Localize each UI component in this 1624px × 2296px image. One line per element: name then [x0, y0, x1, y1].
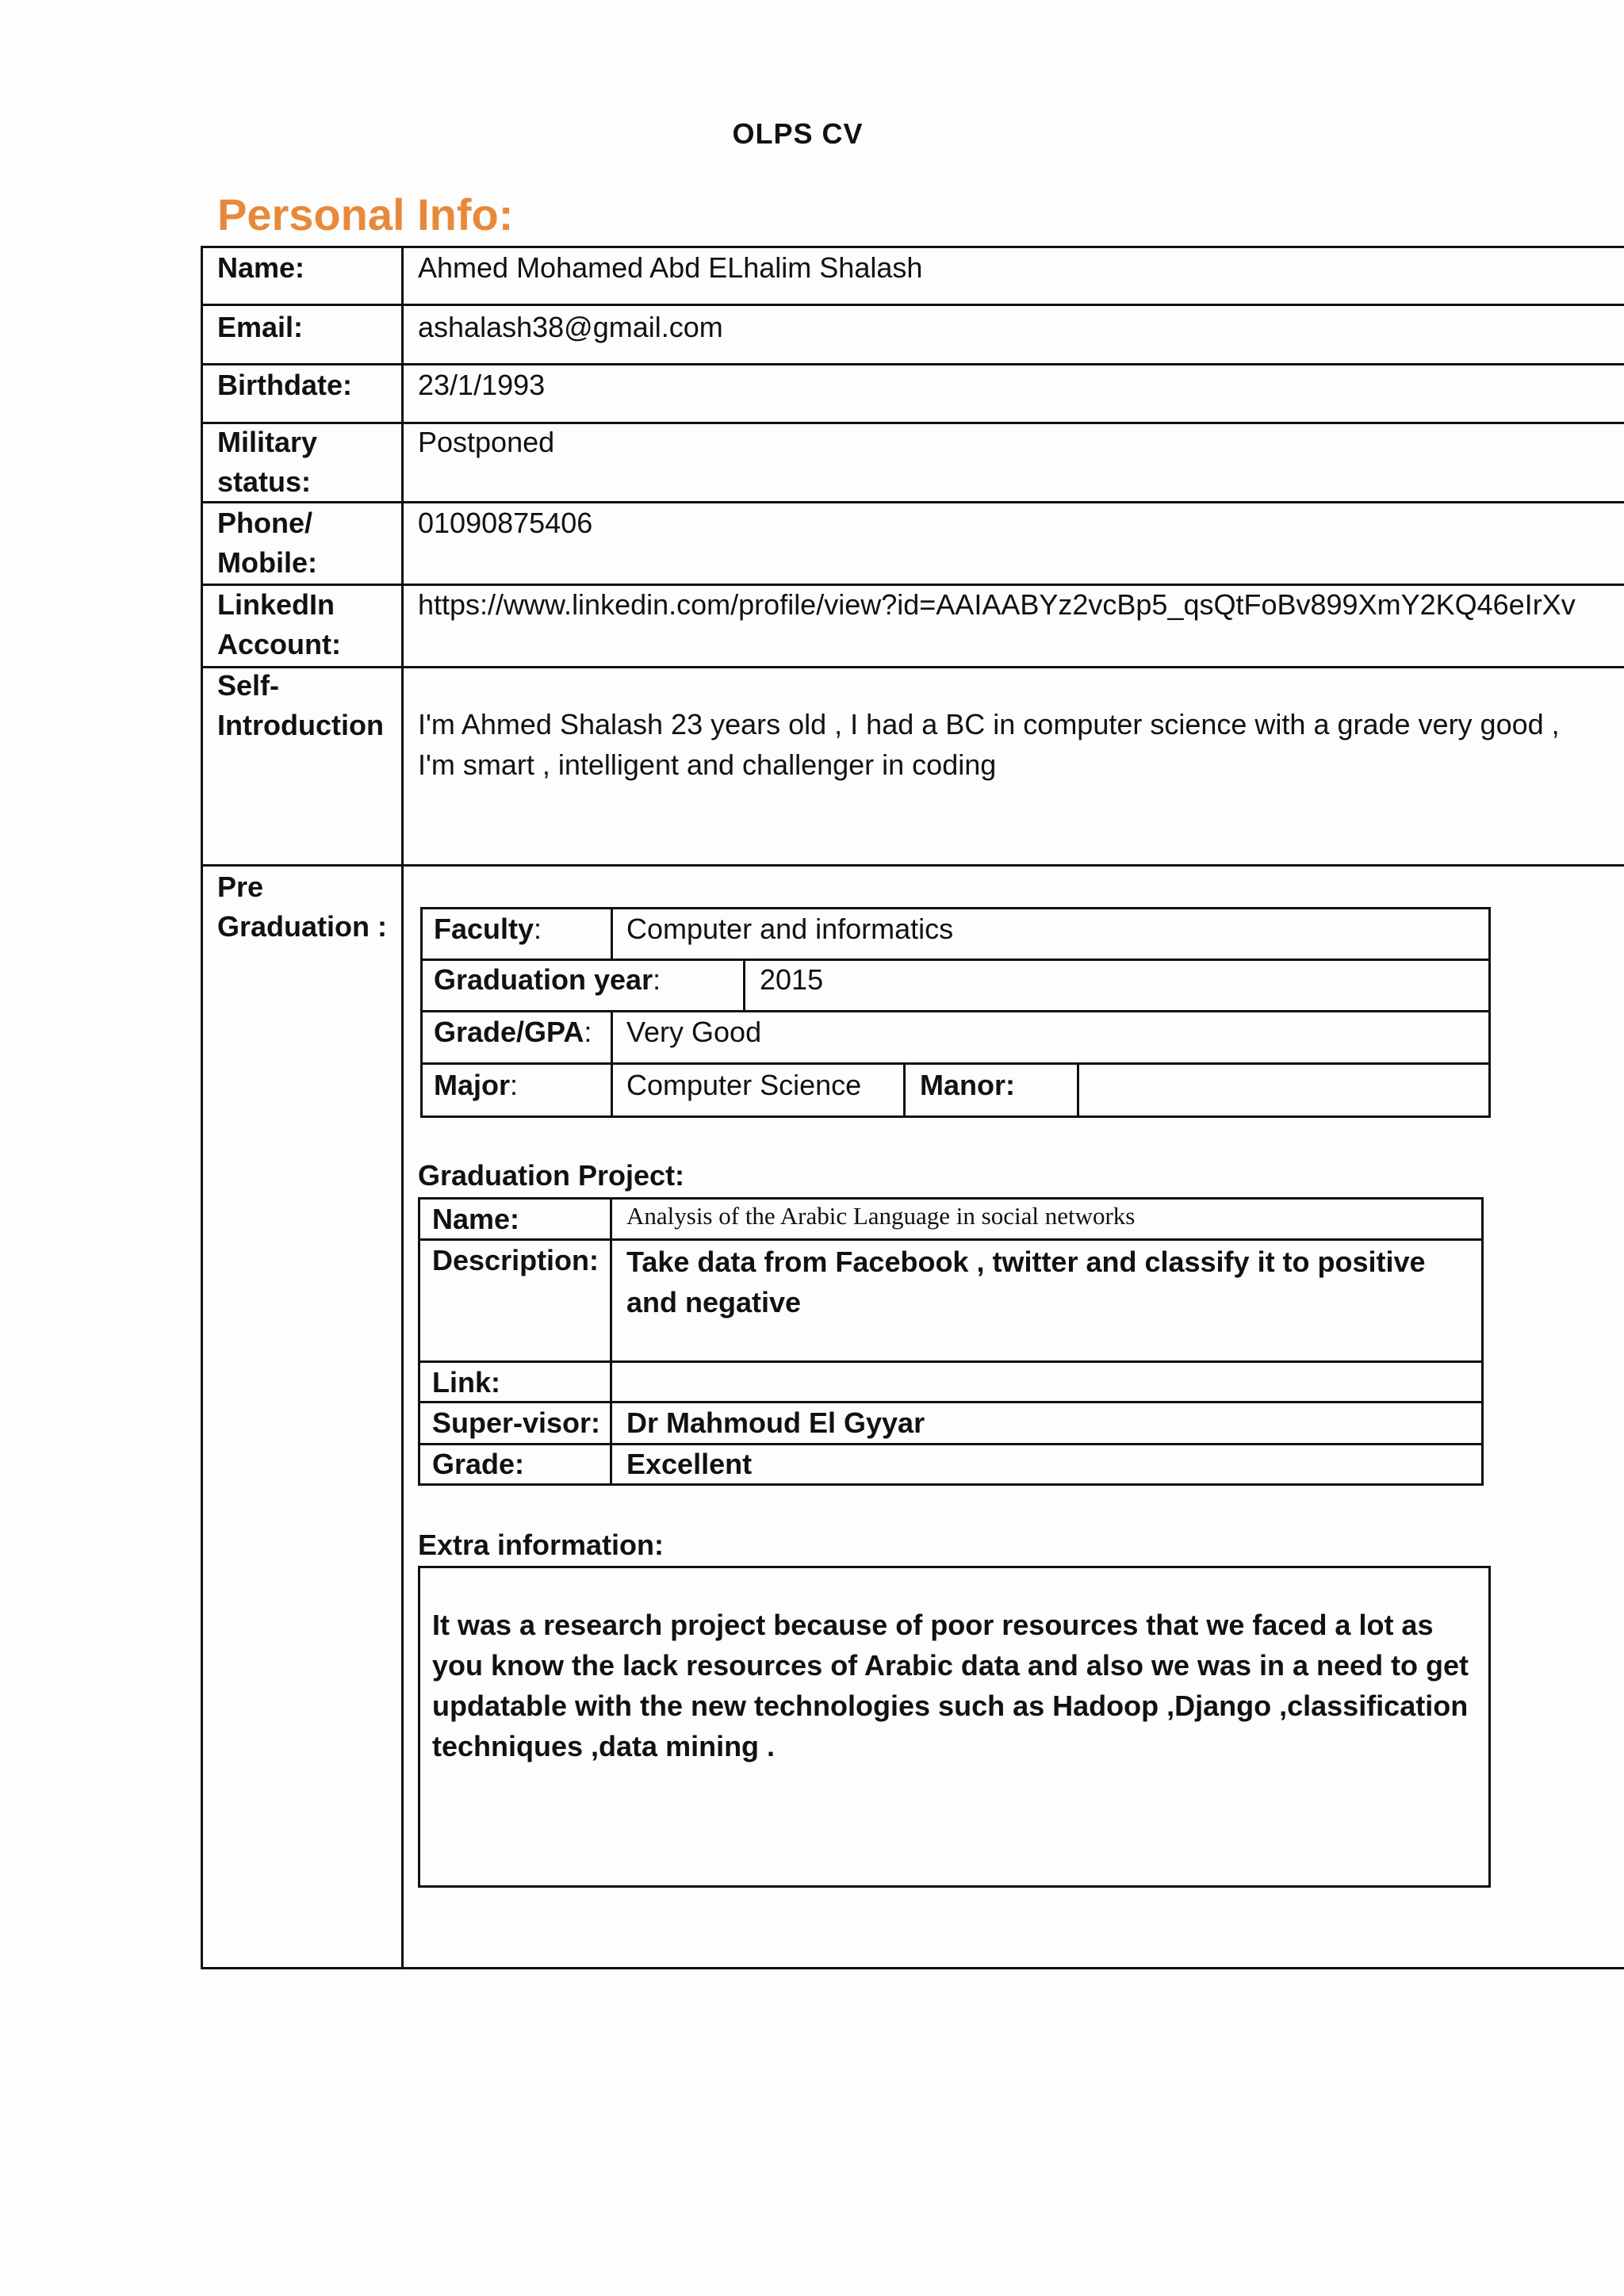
project-grade-label: Grade:	[432, 1448, 525, 1480]
military-status-value: Postponed	[418, 426, 555, 458]
self-introduction-text: I'm Ahmed Shalash 23 years old , I had a BC in computer science with a grade very good , I'm smart , intelligent and challenger in coding	[418, 708, 1560, 781]
document-title: OLPS CV	[732, 117, 864, 150]
faculty-value: Computer and informatics	[626, 913, 954, 945]
pre-graduation-label: Pre Graduation :	[217, 871, 387, 943]
graduation-project-heading: Graduation Project:	[418, 1159, 685, 1192]
manor-label: Manor:	[920, 1069, 1015, 1101]
name-label: Name:	[217, 251, 305, 284]
project-grade-value: Excellent	[626, 1448, 753, 1480]
project-name-value: Analysis of the Arabic Language in social networks	[626, 1202, 1136, 1230]
major-label: Major:	[434, 1069, 519, 1101]
birthdate-value: 23/1/1993	[418, 369, 546, 401]
linkedin-label: LinkedIn Account:	[217, 588, 341, 660]
email-value: ashalash38@gmail.com	[418, 311, 723, 343]
graduation-year-value: 2015	[760, 963, 824, 996]
grade-gpa-label: Grade/GPA:	[434, 1016, 592, 1048]
phone-label: Phone/ Mobile:	[217, 507, 317, 579]
name-value: Ahmed Mohamed Abd ELhalim Shalash	[418, 251, 923, 284]
email-label: Email:	[217, 311, 304, 343]
graduation-year-label: Graduation year:	[434, 963, 661, 996]
military-status-label: Military status:	[217, 426, 318, 498]
project-link-label: Link:	[432, 1366, 500, 1399]
project-description-label: Description:	[432, 1244, 599, 1276]
project-description-value: Take data from Facebook , twitter and classify it to positive and negative	[626, 1246, 1426, 1318]
extra-information-text: It was a research project because of poor resources that we faced a lot as you know the lack resources of Arabic data and also we was in a need to get updatable with the new technologies such as Hadoop ,Django ,classification techniques ,data mining .	[432, 1609, 1469, 1762]
extra-information-heading: Extra information:	[418, 1529, 665, 1561]
linkedin-link[interactable]: https://www.linkedin.com/profile/view?id=AAIAABYz2vcBp5_qsQtFoBv899XmY2KQ46eIrXv	[418, 588, 1576, 621]
birthdate-label: Birthdate:	[217, 369, 352, 401]
project-supervisor-value: Dr Mahmoud El Gyyar	[626, 1406, 925, 1439]
self-introduction-label: Self- Introduction	[217, 669, 384, 741]
project-name-label: Name:	[432, 1203, 520, 1235]
major-value: Computer Science	[626, 1069, 862, 1101]
phone-value: 01090875406	[418, 507, 593, 539]
grade-gpa-value: Very Good	[626, 1016, 762, 1048]
project-supervisor-label: Super-visor:	[432, 1406, 601, 1439]
section-title-personal-info: Personal Info:	[217, 189, 514, 239]
faculty-label: Faculty:	[434, 913, 542, 945]
